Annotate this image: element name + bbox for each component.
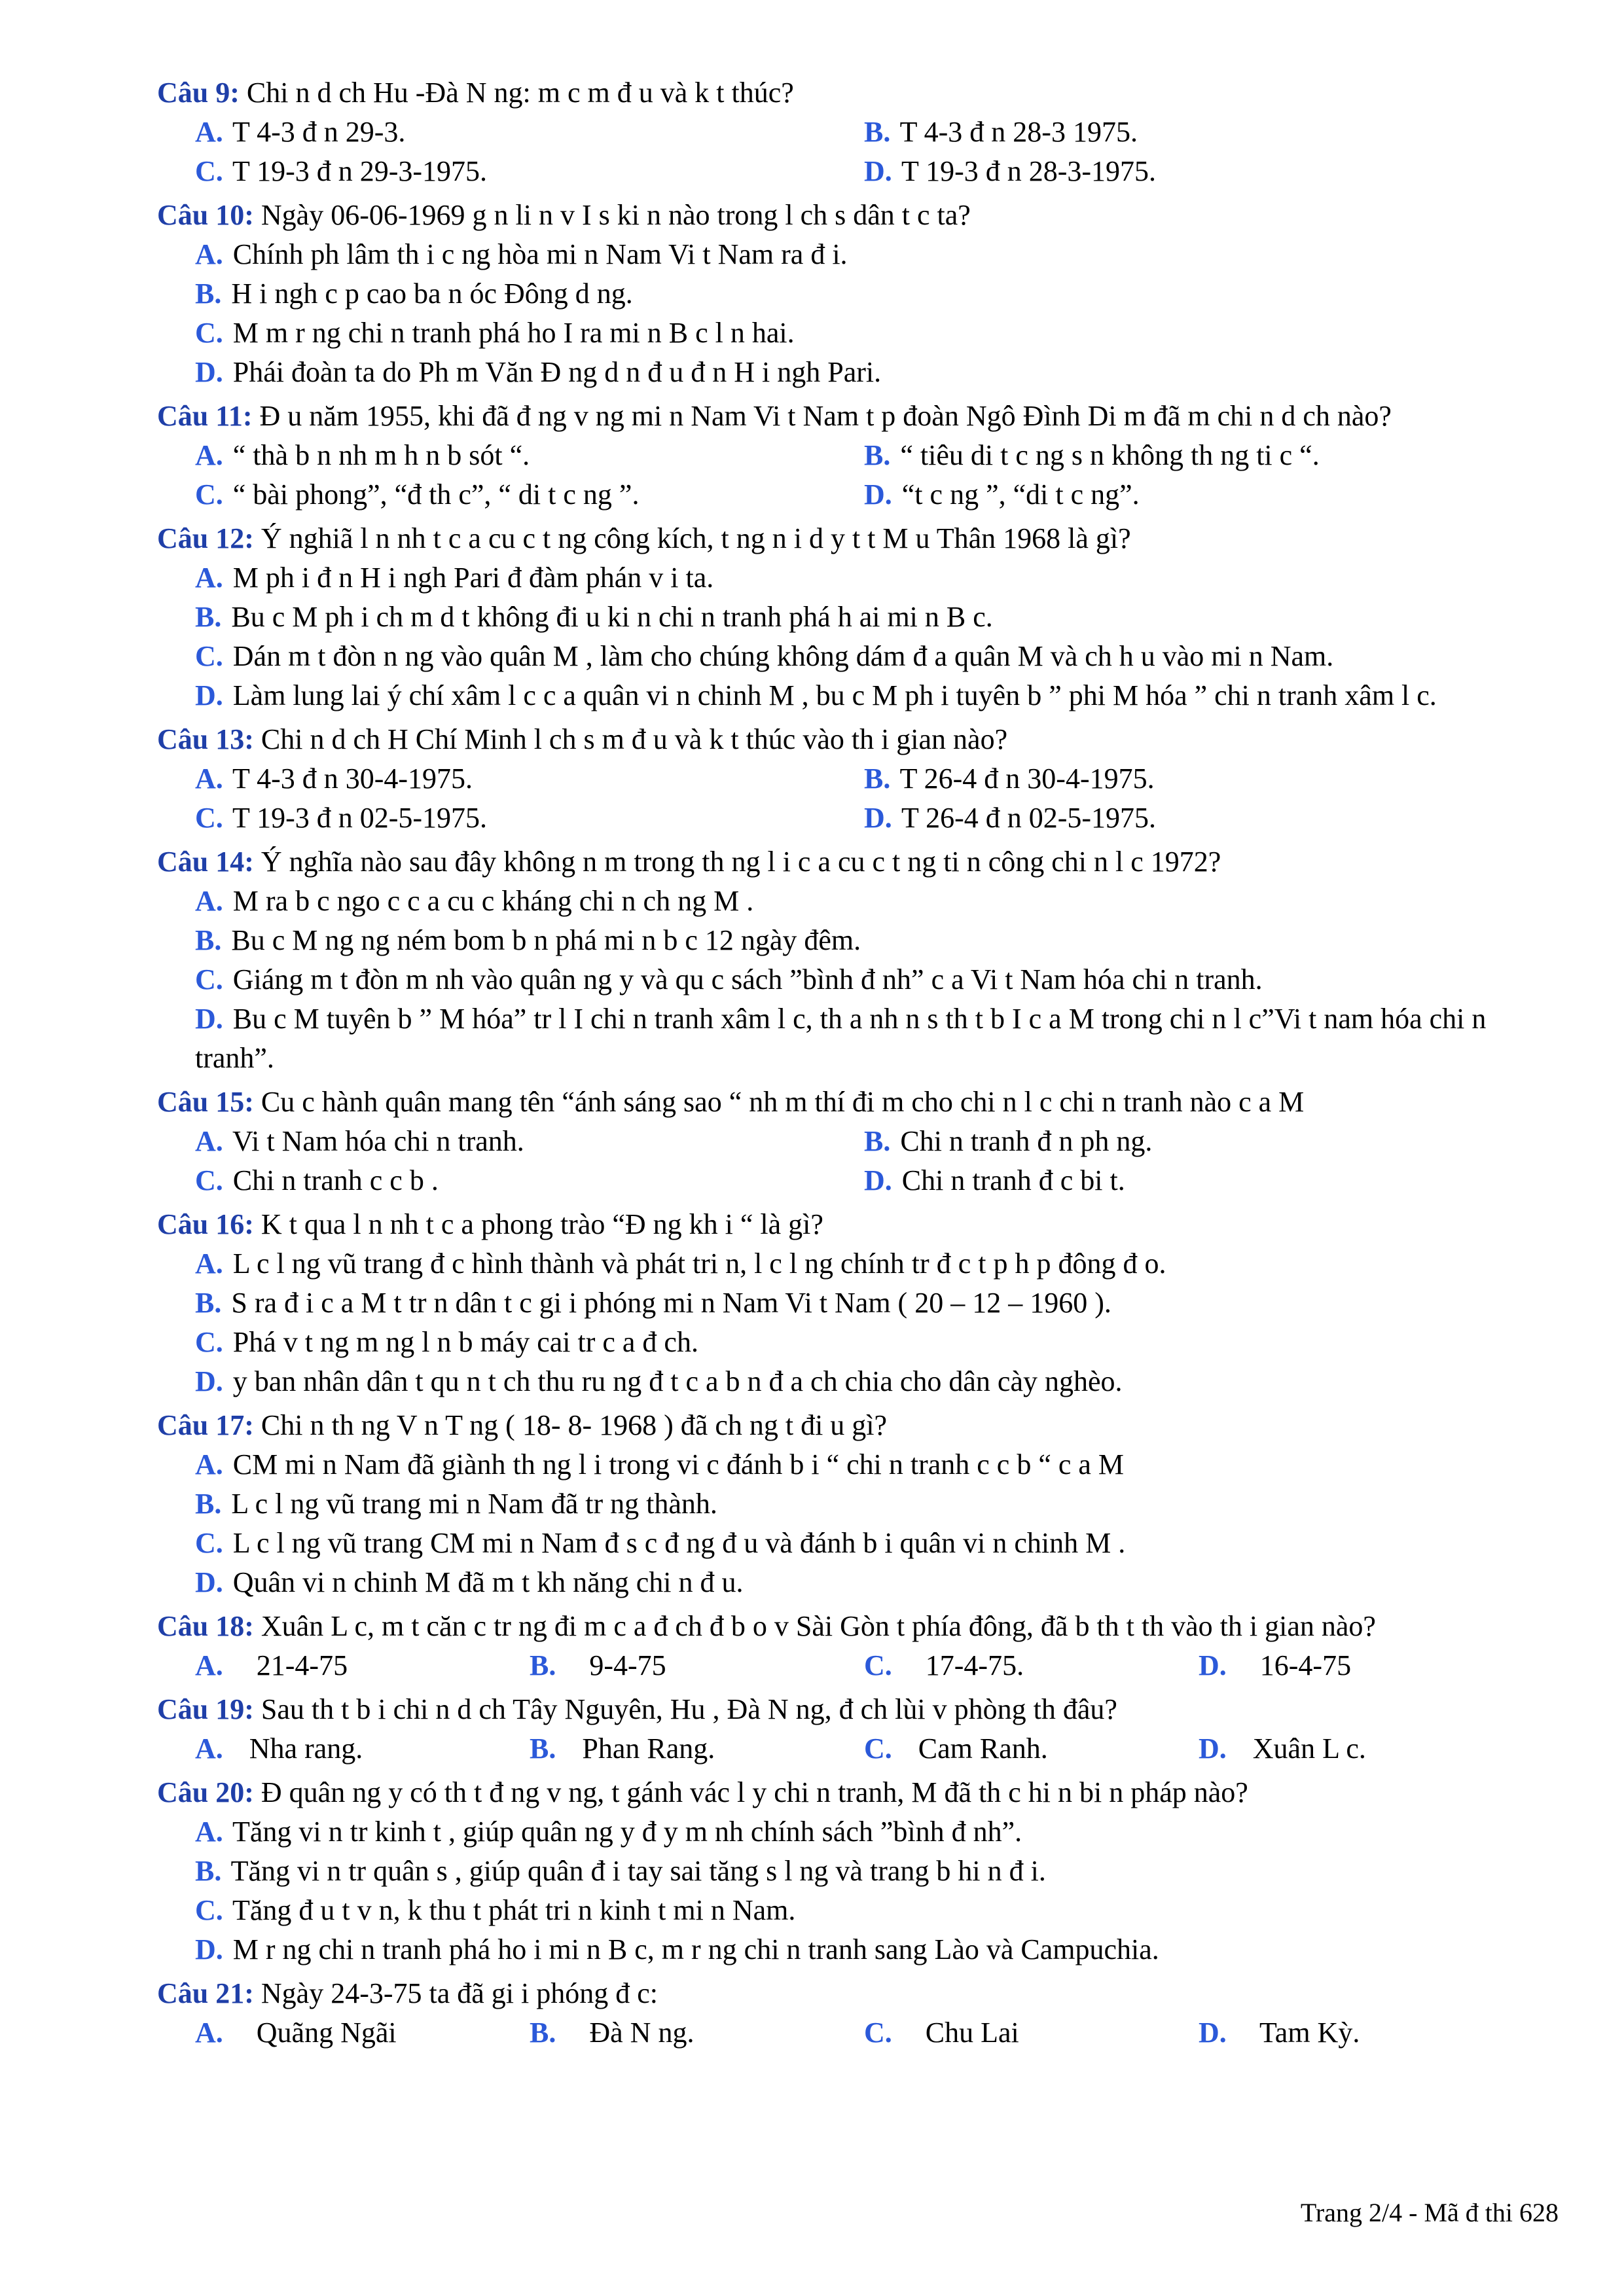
option-b [157,1283,1558,1323]
option-text: 16-4-75 [1252,1649,1352,1681]
option-letter: A. [195,439,223,471]
option-letter: D. [864,478,892,511]
option-text: L c l ng vũ trang đ c hình thành và phát tri n, l c l ng chính tr đ c t p h p đông đ o. [225,1247,1166,1280]
option-d [864,152,1533,191]
option-c [195,475,864,514]
option-b [157,274,1558,314]
option-letter: A. [195,2017,223,2049]
option-a [195,1729,530,1768]
option-text: 17-4-75. [918,1649,1024,1681]
question-text: Đ u năm 1955, khi đã đ ng v ng mi n Nam Vi t Nam t p đoàn Ngô Đình Di m đã m chi n d ch nào? [252,400,1392,432]
option-c [864,2013,1199,2053]
option-text: CM mi n Nam đã giành th ng l i trong vi c đánh b i “ chi n tranh c c b “ c a M [225,1448,1125,1480]
option-b [157,598,1558,637]
option-letter: D. [195,679,223,711]
option-letter: C. [195,1527,223,1559]
option-row [157,759,1558,798]
option-text: Phan Rang. [582,1732,715,1765]
option-letter: A. [195,116,223,148]
question-number: Câu 11: [157,400,253,432]
option-text: Bu c M ng ng ném bom b n phá mi n b c 12 ngày đêm. [224,924,861,956]
question-stem [157,519,1558,558]
option-a [195,2013,530,2053]
option-letter: C. [195,1326,223,1358]
question-number: Câu 21: [157,1977,254,2009]
option-letter: B. [864,762,891,795]
option-text: Quãng Ngãi [249,2017,397,2049]
option-a [157,882,1558,921]
question-stem [157,397,1558,436]
option-letter: A. [195,885,223,917]
question-text: Cu c hành quân mang tên “ánh sáng sao “ nh m thí đi m cho chi n l c chi n tranh nào c a M [253,1086,1305,1118]
option-c [195,1161,864,1200]
option-b [157,921,1558,960]
question-number: Câu 18: [157,1610,254,1642]
option-b [530,2013,864,2053]
question-text: Sau th t b i chi n d ch Tây Nguyên, Hu , Đà N ng, đ ch lùi v phòng th đâu? [253,1693,1117,1725]
option-letter: B. [195,1855,222,1887]
exam-page [157,73,1558,2057]
option-a [157,1445,1558,1484]
question-16 [157,1205,1558,1401]
option-letter: D. [195,1365,223,1397]
question-stem [157,1773,1558,1812]
option-text: Giáng m t đòn m nh vào quân ng y và qu c sách ”bình đ nh” c a Vi t Nam hóa chi n tranh. [225,963,1263,996]
option-c [157,960,1558,999]
option-text: “ thà b n nh m h n b sót “. [225,439,530,471]
option-letter: D. [195,1933,223,1965]
option-a [157,1244,1558,1283]
option-letter: A. [195,1649,223,1681]
option-row [157,436,1558,475]
option-letter: A. [195,762,223,795]
option-text: Chi n tranh đ n ph ng. [893,1125,1153,1157]
option-letter: C. [195,963,223,996]
option-c [157,1891,1558,1930]
option-text: Phá v t ng m ng l n b máy cai tr c a đ ch. [225,1326,698,1358]
option-d [1199,2013,1533,2053]
option-text: Chính ph lâm th i c ng hòa mi n Nam Vi t Nam ra đ i. [225,238,848,270]
option-text: Cam Ranh. [918,1732,1048,1765]
question-text: Chi n d ch H Chí Minh l ch s m đ u và k t thúc vào th i gian nào? [253,723,1008,755]
question-stem [157,1690,1558,1729]
question-number: Câu 9: [157,77,240,109]
question-number: Câu 12: [157,522,254,554]
question-stem [157,73,1558,113]
option-c [157,637,1558,676]
option-d [157,353,1558,392]
question-text: Xuân L c, m t căn c tr ng đi m c a đ ch đ b o v Sài Gòn t phía đông, đã b th t th vào th i gian nào? [253,1610,1376,1642]
question-number: Câu 14: [157,846,254,878]
option-text: Tăng vi n tr quân s , giúp quân đ i tay sai tăng s l ng và trang b hi n đ i. [224,1855,1046,1887]
option-a [157,558,1558,598]
option-text: H i ngh c p cao ba n óc Đông d ng. [224,278,633,310]
option-text: Đà N ng. [582,2017,695,2049]
option-text: Chi n tranh c c b . [225,1164,439,1196]
option-letter: B. [530,1732,556,1765]
option-d [157,676,1558,715]
option-letter: B. [195,601,222,633]
option-text: L c l ng vũ trang CM mi n Nam đ s c đ ng đ u và đánh b i quân vi n chinh M . [225,1527,1126,1559]
option-b [864,1122,1533,1161]
option-text: Vi t Nam hóa chi n tranh. [225,1125,524,1157]
option-letter: C. [195,802,223,834]
option-letter: C. [195,1164,223,1196]
option-b [157,1852,1558,1891]
option-text: T 19-3 đ n 28-3-1975. [894,155,1157,187]
option-b [864,759,1533,798]
option-row [157,1122,1558,1161]
option-letter: C. [864,1732,892,1765]
option-text: M r ng chi n tranh phá ho i mi n B c, m r ng chi n tranh sang Lào và Campuchia. [225,1933,1159,1965]
option-b [864,436,1533,475]
option-letter: D. [1199,1649,1227,1681]
question-number: Câu 10: [157,199,254,231]
option-text: S ra đ i c a M t tr n dân t c gi i phóng mi n Nam Vi t Nam ( 20 – 12 – 1960 ). [224,1287,1111,1319]
question-text: K t qua l n nh t c a phong trào “Đ ng kh i “ là gì? [253,1208,823,1240]
option-letter: B. [864,1125,891,1157]
question-number: Câu 15: [157,1086,254,1118]
option-b [864,113,1533,152]
question-10 [157,196,1558,392]
option-a [195,1122,864,1161]
question-stem [157,1607,1558,1646]
question-text: Ngày 24-3-75 ta đã gi i phóng đ c: [253,1977,659,2009]
option-text: 21-4-75 [249,1649,348,1681]
option-row [157,1646,1558,1685]
question-19 [157,1690,1558,1768]
option-letter: B. [195,278,222,310]
option-a [195,436,864,475]
option-text: T 4-3 đ n 29-3. [225,116,406,148]
option-text: Chi n tranh đ c bi t. [894,1164,1125,1196]
option-letter: A. [195,562,223,594]
option-letter: D. [1199,2017,1227,2049]
option-a [157,1812,1558,1852]
option-row [157,113,1558,152]
option-text: Chu Lai [918,2017,1019,2049]
option-d [157,1362,1558,1401]
question-number: Câu 16: [157,1208,254,1240]
option-text: Tăng vi n tr kinh t , giúp quân ng y đ y m nh chính sách ”bình đ nh”. [225,1816,1022,1848]
question-stem [157,1205,1558,1244]
option-letter: D. [195,1566,223,1598]
option-letter: B. [195,1488,222,1520]
question-stem [157,196,1558,235]
option-a [157,235,1558,274]
option-text: 9-4-75 [582,1649,666,1681]
question-9 [157,73,1558,191]
option-a [195,113,864,152]
question-11 [157,397,1558,514]
option-letter: B. [530,1649,556,1681]
question-text: Chi n d ch Hu -Đà N ng: m c m đ u và k t thúc? [239,77,794,109]
option-text: “t c ng ”, “di t c ng”. [894,478,1140,511]
option-letter: A. [195,1125,223,1157]
option-d [864,798,1533,838]
option-letter: A. [195,1732,223,1765]
question-number: Câu 19: [157,1693,254,1725]
option-a [195,759,864,798]
question-12 [157,519,1558,715]
question-text: Chi n th ng V n T ng ( 18- 8- 1968 ) đã ch ng t đi u gì? [253,1409,888,1441]
option-text: T 26-4 đ n 02-5-1975. [894,802,1157,834]
option-letter: D. [864,802,892,834]
page-footer: Trang 2/4 - Mã đ thi 628 [1300,2198,1559,2227]
option-text: Phái đoàn ta do Ph m Văn Đ ng d n đ u đ n H i ngh Pari. [225,356,882,388]
option-text: M m r ng chi n tranh phá ho I ra mi n B c l n hai. [225,317,795,349]
option-row [157,152,1558,191]
option-text: Làm lung lai ý chí xâm l c c a quân vi n chinh M , bu c M ph i tuyên b ” phi M hóa ” chi n tranh xâm l c. [225,679,1437,711]
option-letter: C. [195,478,223,511]
option-c [195,798,864,838]
option-text: Tăng đ u t v n, k thu t phát tri n kinh t mi n Nam. [225,1894,796,1926]
question-text: Ý nghiã l n nh t c a cu c t ng công kích, t ng n i d y t t M u Thân 1968 là gì? [253,522,1131,554]
option-c [195,152,864,191]
option-c [157,1524,1558,1563]
question-stem [157,1974,1558,2013]
option-text: T 4-3 đ n 30-4-1975. [225,762,473,795]
option-d [157,1563,1558,1602]
option-a [195,1646,530,1685]
question-21 [157,1974,1558,2053]
option-letter: B. [530,2017,556,2049]
option-b [157,1484,1558,1524]
option-text: T 19-3 đ n 02-5-1975. [225,802,488,834]
option-letter: A. [195,1816,223,1848]
option-letter: A. [195,238,223,270]
option-d [157,1930,1558,1969]
option-text: Quân vi n chinh M đã m t kh năng chi n đ u. [225,1566,744,1598]
option-row [157,475,1558,514]
question-stem [157,1083,1558,1122]
option-row [157,1161,1558,1200]
option-row [157,2013,1558,2053]
option-text: Bu c M tuyên b ” M hóa” tr l I chi n tranh xâm l c, th a nh n s th t b I c a M trong chi n l c”Vi t nam hóa chi n tranh”. [195,1003,1487,1074]
option-letter: B. [864,116,891,148]
option-letter: C. [864,2017,892,2049]
option-letter: D. [1199,1732,1227,1765]
option-letter: A. [195,1247,223,1280]
option-c [157,314,1558,353]
option-text: M ph i đ n H i ngh Pari đ đàm phán v i ta. [225,562,714,594]
option-text: T 19-3 đ n 29-3-1975. [225,155,488,187]
option-letter: C. [864,1649,892,1681]
option-d [1199,1646,1533,1685]
option-text: Dán m t đòn n ng vào quân M , làm cho chúng không dám đ a quân M và ch h u vào mi n Nam. [225,640,1334,672]
option-d [1199,1729,1533,1768]
option-letter: D. [864,155,892,187]
option-letter: C. [195,640,223,672]
option-text: “ tiêu di t c ng s n không th ng ti c “. [893,439,1320,471]
question-text: Ý nghĩa nào sau đây không n m trong th ng l i c a cu c t ng ti n công chi n l c 1972? [253,846,1221,878]
option-letter: C. [195,317,223,349]
option-row [157,798,1558,838]
question-text: Đ quân ng y có th t đ ng v ng, t gánh vác l y chi n tranh, M đã th c hi n bi n pháp nào? [253,1776,1248,1808]
option-row [157,1729,1558,1768]
question-15 [157,1083,1558,1200]
option-letter: B. [864,439,891,471]
option-b [530,1729,864,1768]
question-stem [157,842,1558,882]
option-letter: B. [195,1287,222,1319]
question-number: Câu 13: [157,723,254,755]
option-text: y ban nhân dân t qu n t ch thu ru ng đ t c a b n đ a ch chia cho dân cày nghèo. [225,1365,1123,1397]
question-stem [157,720,1558,759]
question-18 [157,1607,1558,1685]
option-letter: B. [195,924,222,956]
question-number: Câu 20: [157,1776,254,1808]
option-d [864,475,1533,514]
option-text: “ bài phong”, “đ th c”, “ di t c ng ”. [225,478,640,511]
option-d [864,1161,1533,1200]
option-letter: A. [195,1448,223,1480]
question-14 [157,842,1558,1078]
option-d [157,999,1558,1078]
question-20 [157,1773,1558,1969]
option-text: Bu c M ph i ch m d t không đi u ki n chi n tranh phá h ai mi n B c. [224,601,993,633]
option-c [157,1323,1558,1362]
question-stem [157,1406,1558,1445]
option-text: Xuân L c. [1252,1732,1366,1765]
option-text: Nha rang. [249,1732,363,1765]
option-c [864,1729,1199,1768]
question-number: Câu 17: [157,1409,254,1441]
option-letter: C. [195,155,223,187]
option-text: M ra b c ngo c c a cu c kháng chi n ch ng M . [225,885,754,917]
option-letter: D. [864,1164,892,1196]
option-letter: C. [195,1894,223,1926]
question-13 [157,720,1558,838]
option-c [864,1646,1199,1685]
option-b [530,1646,864,1685]
question-17 [157,1406,1558,1602]
option-text: T 4-3 đ n 28-3 1975. [893,116,1138,148]
option-letter: D. [195,356,223,388]
question-text: Ngày 06-06-1969 g n li n v I s ki n nào trong l ch s dân t c ta? [253,199,971,231]
option-text: L c l ng vũ trang mi n Nam đã tr ng thành. [224,1488,717,1520]
option-letter: D. [195,1003,223,1035]
option-text: Tam Kỳ. [1252,2017,1360,2049]
option-text: T 26-4 đ n 30-4-1975. [893,762,1155,795]
